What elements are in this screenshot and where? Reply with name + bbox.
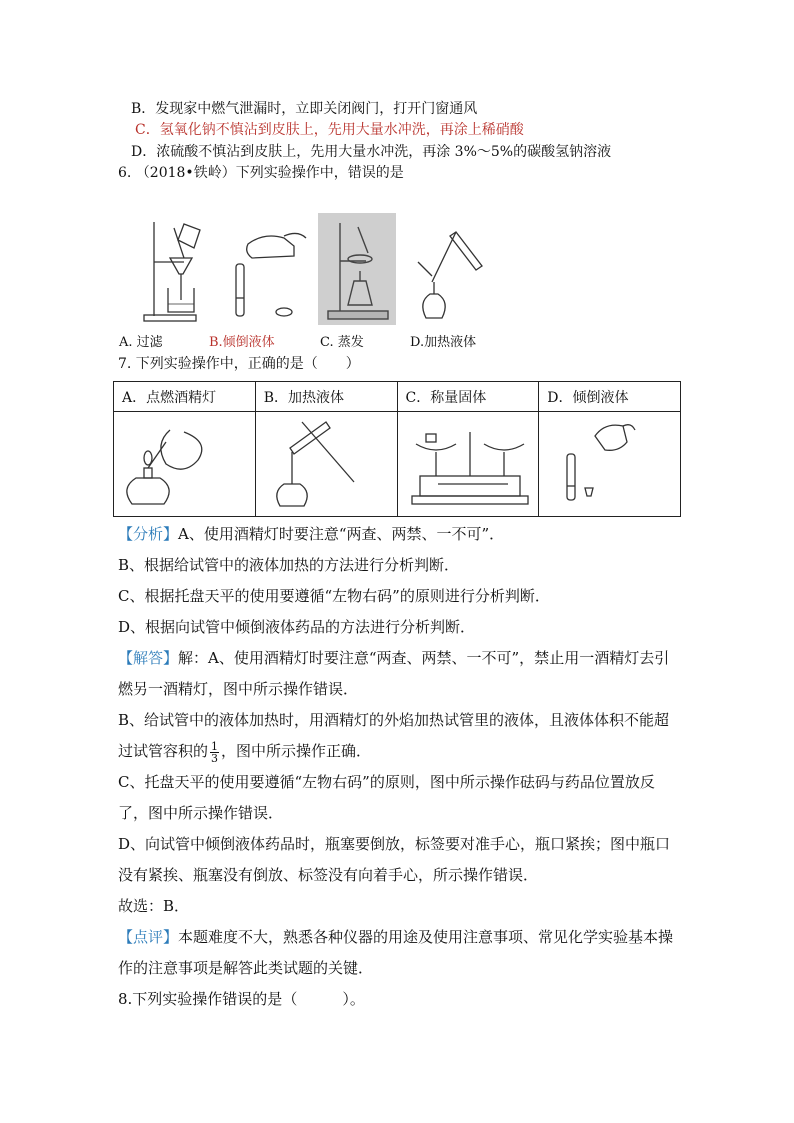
q7-header-d: D．倾倒液体 bbox=[539, 382, 681, 412]
option-c-prev: C．氢氧化钠不慎沾到皮肤上，先用大量水冲洗，再涂上稀硝酸 bbox=[135, 122, 524, 138]
filter-apparatus-icon bbox=[140, 218, 210, 324]
q7-header-b: B．加热液体 bbox=[255, 382, 397, 412]
solution-answer: 故选：B． bbox=[118, 897, 190, 915]
analysis-tag: 【分析】 bbox=[118, 525, 179, 543]
q7-header-c: C．称量固体 bbox=[397, 382, 539, 412]
fraction-numerator: 1 bbox=[211, 739, 219, 753]
solution-c: C、托盘天平的使用要遵循“左物右码”的原则，图中所示操作砝码与药品位置放反了，图中所示操作错误． bbox=[118, 773, 655, 822]
q6-caption-c: C. 蒸发 bbox=[320, 335, 364, 350]
pour-liquid-icon bbox=[228, 226, 308, 322]
heat-liquid-icon bbox=[256, 412, 396, 512]
solution-a: 解：A、使用酒精灯时要注意“两查、两禁、一不可”，禁止用一酒精灯去引燃另一酒精灯，图中所示操作错误． bbox=[118, 649, 670, 698]
analysis-b: B、根据给试管中的液体加热的方法进行分析判断． bbox=[118, 556, 460, 574]
analysis-c: C、根据托盘天平的使用要遵循“左物右码”的原则进行分析判断． bbox=[118, 587, 550, 605]
q8-stem: 8.下列实验操作错误的是（ ）。 bbox=[118, 990, 365, 1008]
q7-header-a: A．点燃酒精灯 bbox=[114, 382, 256, 412]
q6-stem: 6. （2018•铁岭）下列实验操作中，错误的是 bbox=[118, 165, 404, 181]
solution-tag: 【解答】 bbox=[118, 649, 179, 667]
solution-d: D、向试管中倾倒液体药品时，瓶塞要倒放，标签要对准手心，瓶口紧挨；图中瓶口没有紧挨、瓶塞没有倒放、标签没有向着手心，所示操作错误． bbox=[118, 835, 671, 884]
analysis-block bbox=[118, 519, 678, 1015]
q6-caption-a: A. 过滤 bbox=[119, 335, 163, 350]
pour-liquid-icon bbox=[539, 412, 679, 512]
option-d-prev: D．浓硫酸不慎沾到皮肤上，先用大量水冲洗，再涂 3%～5%的碳酸氢钠溶液 bbox=[131, 144, 612, 160]
evaporation-photo-icon bbox=[318, 213, 396, 325]
fraction-denominator: 3 bbox=[211, 751, 219, 765]
balance-scale-icon bbox=[398, 412, 538, 512]
alcohol-lamp-icon bbox=[114, 412, 254, 512]
option-b-prev: B．发现家中燃气泄漏时，立即关闭阀门，打开门窗通风 bbox=[131, 101, 478, 117]
q6-caption-d: D.加热液体 bbox=[410, 335, 477, 350]
q6-caption-b: B.倾倒液体 bbox=[209, 335, 275, 350]
comment-text: 本题难度不大，熟悉各种仪器的用途及使用注意事项、常见化学实验基本操作的注意事项是解答此类试题的关键． bbox=[118, 928, 674, 977]
solution-b: B、给试管中的液体加热时，用酒精灯的外焰加热试管里的液体，且液体体积不能超过试管容积的 bbox=[118, 711, 670, 760]
analysis-a: A、使用酒精灯时要注意“两查、两禁、一不可”． bbox=[178, 525, 505, 543]
solution-b-end: ，图中所示操作正确． bbox=[221, 742, 372, 760]
q7-options-table bbox=[113, 381, 681, 517]
q7-stem: 7. 下列实验操作中，正确的是（ ） bbox=[118, 356, 360, 372]
comment-tag: 【点评】 bbox=[118, 928, 179, 946]
fraction-one-third bbox=[210, 741, 219, 764]
heat-test-tube-icon bbox=[412, 222, 494, 322]
analysis-d: D、根据向试管中倾倒液体药品的方法进行分析判断． bbox=[118, 618, 476, 636]
